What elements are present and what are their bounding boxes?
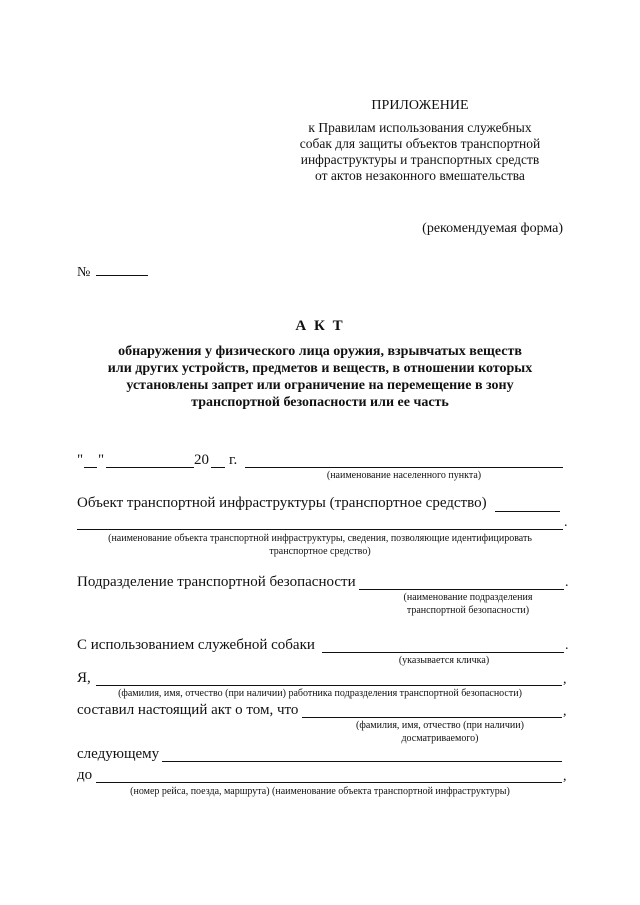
act-title: А К Т xyxy=(295,318,345,334)
until-comma: , xyxy=(563,769,567,784)
division-label: Подразделение транспортной безопасности xyxy=(77,574,356,590)
year-blank-field[interactable] xyxy=(211,467,225,468)
object-continuation-field[interactable] xyxy=(77,529,563,530)
settlement-blank-field[interactable] xyxy=(245,467,563,468)
compiled-label: составил настоящий акт о том, что xyxy=(77,702,299,718)
appendix-subtitle xyxy=(270,120,570,184)
division-hint-line-1: (наименование подразделения xyxy=(403,592,533,603)
act-heading-line: обнаружения у физического лица оружия, взрывчатых веществ xyxy=(118,344,522,359)
employee-comma: , xyxy=(563,672,567,687)
year-suffix: г. xyxy=(229,452,238,468)
date-close-quote: " xyxy=(98,452,105,468)
dog-name-blank-field[interactable] xyxy=(322,652,564,653)
following-label: следующему xyxy=(77,746,160,762)
dog-hint: (указывается кличка) xyxy=(398,655,490,666)
settlement-hint: (наименование населенного пункта) xyxy=(326,470,482,481)
dog-period: . xyxy=(565,638,569,653)
dog-label: С использованием служебной собаки xyxy=(77,637,315,653)
object-blank-field[interactable] xyxy=(495,511,560,512)
inspected-hint-line-1: (фамилия, имя, отчество (при наличии) xyxy=(356,720,524,731)
following-blank-field[interactable] xyxy=(162,761,562,762)
appendix-line: собак для защиты объектов транспортной xyxy=(299,136,541,151)
object-label: Объект транспортной инфраструктуры (транспортное средство) xyxy=(77,495,487,511)
act-heading-line: установлены запрет или ограничение на перемещение в зону xyxy=(126,378,514,393)
object-hint-line-1: (наименование объекта транспортной инфраструктуры, сведения, позволяющие идентифицировать xyxy=(108,533,532,544)
employee-hint: (фамилия, имя, отчество (при наличии) работника подразделения транспортной безопасности) xyxy=(118,688,522,699)
object-hint-line-2: транспортное средство) xyxy=(269,546,371,557)
object-period: . xyxy=(564,515,568,530)
route-blank-field[interactable] xyxy=(96,782,562,783)
act-heading xyxy=(60,343,580,411)
act-heading-line: или других устройств, предметов и веществ, в отношении которых xyxy=(107,361,533,376)
route-hint: (номер рейса, поезда, маршрута) (наименование объекта транспортной инфраструктуры) xyxy=(130,786,510,797)
i-label: Я, xyxy=(77,670,91,686)
document-number xyxy=(77,263,148,281)
division-blank-field[interactable] xyxy=(359,589,564,590)
appendix-line: от актов незаконного вмешательства xyxy=(315,168,525,183)
day-blank-field[interactable] xyxy=(84,467,97,468)
compiled-comma: , xyxy=(563,704,567,719)
number-label: № xyxy=(77,265,91,280)
recommended-form-note: (рекомендуемая форма) xyxy=(422,221,563,236)
act-heading-line: транспортной безопасности или ее часть xyxy=(191,395,449,410)
inspected-hint-line-2: досматриваемого) xyxy=(401,733,479,744)
appendix-line: инфраструктуры и транспортных средств xyxy=(300,152,540,167)
date-open-quote: " xyxy=(77,452,84,468)
month-blank-field[interactable] xyxy=(106,467,194,468)
number-blank-field[interactable] xyxy=(96,263,148,276)
appendix-line: к Правилам использования служебных xyxy=(308,120,532,135)
division-period: . xyxy=(565,575,569,590)
inspected-person-blank-field[interactable] xyxy=(302,717,562,718)
division-hint-line-2: транспортной безопасности) xyxy=(406,605,530,616)
year-prefix: 20 xyxy=(194,452,209,468)
employee-name-blank-field[interactable] xyxy=(96,685,562,686)
until-label: до xyxy=(77,767,93,783)
appendix-title: ПРИЛОЖЕНИЕ xyxy=(371,98,469,113)
